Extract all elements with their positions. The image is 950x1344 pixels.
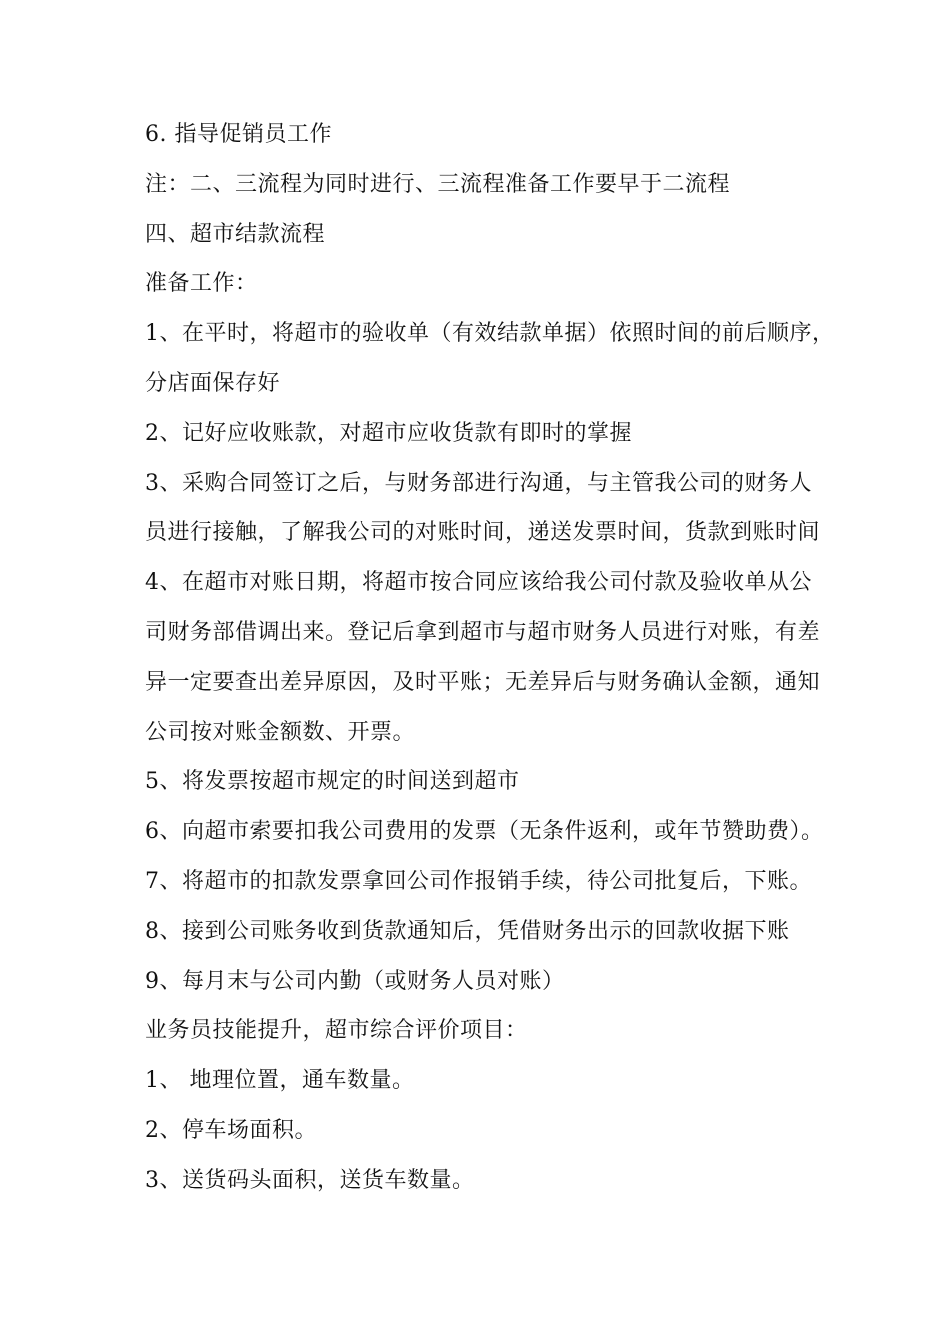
text-line: 4、在超市对账日期，将超市按合同应该给我公司付款及验收单从公 (145, 570, 812, 596)
text-line: 3、采购合同签订之后，与财务部进行沟通，与主管我公司的财务人 (145, 470, 812, 496)
text-line: 2、停车场面积。 (145, 1117, 317, 1143)
text-line: 分店面保存好 (145, 370, 281, 396)
text-line: 8、接到公司账务收到货款通知后，凭借财务出示的回款收据下账 (145, 918, 790, 944)
document-body (145, 110, 835, 1206)
text-line: 3、送货码头面积，送货车数量。 (145, 1167, 475, 1193)
text-line: 6、向超市索要扣我公司费用的发票（无条件返利，或年节赞助费）。 (145, 819, 824, 845)
text-line: 9、每月末与公司内勤（或财务人员对账） (145, 968, 565, 994)
text-line: 1、在平时，将超市的验收单（有效结款单据）依照时间的前后顺序， (145, 321, 835, 347)
text-line: 2、记好应收账款，对超市应收货款有即时的掌握 (145, 420, 632, 446)
text-line: 5、将发票按超市规定的时间送到超市 (145, 769, 520, 795)
text-line: 业务员技能提升，超市综合评价项目： (145, 1018, 528, 1044)
text-line: 准备工作： (145, 271, 258, 297)
text-line: 异一定要查出差异原因，及时平账；无差异后与财务确认金额，通知 (145, 669, 821, 695)
section-heading: 四、超市结款流程 (145, 221, 326, 247)
text-line: 注：二、三流程为同时进行、三流程准备工作要早于二流程 (145, 171, 731, 197)
text-line: 7、将超市的扣款发票拿回公司作报销手续，待公司批复后，下账。 (145, 868, 812, 894)
text-line: 公司按对账金额数、开票。 (145, 719, 416, 745)
text-line: 司财务部借调出来。登记后拿到超市与超市财务人员进行对账，有差 (145, 619, 821, 645)
text-line: 1、 地理位置，通车数量。 (145, 1068, 415, 1094)
text-line: 员进行接触，了解我公司的对账时间，递送发票时间，货款到账时间 (145, 520, 821, 546)
text-line: 6. 指导促销员工作 (145, 122, 332, 147)
